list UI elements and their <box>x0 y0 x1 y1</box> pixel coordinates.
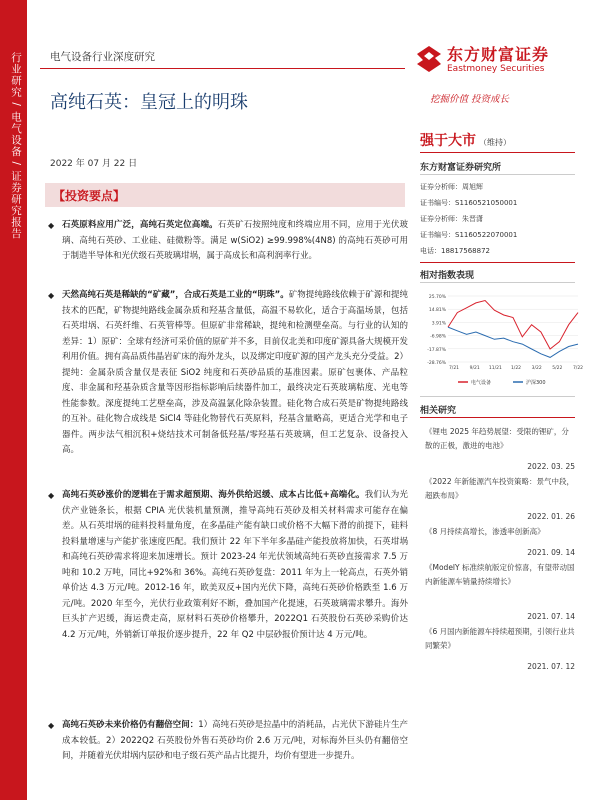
related-date: 2021. 07. 12 <box>527 662 575 671</box>
legend-label: 电气设备 <box>471 380 492 386</box>
summary-bullet <box>48 288 408 459</box>
x-tick-label: 7/22 <box>572 366 584 371</box>
x-tick-label: 9/21 <box>469 366 480 371</box>
bullet-text: 石英矿石按照纯度和终端应用不同，应用于光伏玻璃、高纯石英砂、工业硅、硅微粉等。满足 w(SiO2) ≥99.998%(4N8) 的高纯石英砂可用于制造半导体和光伏级石英玻璃坩埚，属于高成长和高利润率行业。 <box>62 220 408 261</box>
summary-heading-box <box>45 183 405 207</box>
summary-bullet <box>48 488 408 643</box>
related-date: 2022. 01. 26 <box>527 512 575 521</box>
page-title: 高纯石英：皇冠上的明珠 <box>50 92 248 113</box>
x-tick-label: 11/21 <box>488 366 502 371</box>
related-item[interactable]: 《6 月国内新能源车持续超预期，引领行业共同繁荣》 <box>425 627 575 650</box>
related-item[interactable]: 《锂电 2025 年趋势展望：受限的锂矿，分散的正极，激进的电池》 <box>425 427 569 450</box>
y-tick-label: 25.70% <box>428 295 446 300</box>
header-divider <box>40 68 405 69</box>
logo-mark-icon <box>415 44 443 74</box>
slogan: 挖掘价值 投资成长 <box>430 94 510 105</box>
related-item[interactable]: 《2022 年新能源汽车投资策略：景气中段，超跌布局》 <box>425 477 574 500</box>
analyst-line: 证书编号：S1160521050001 <box>420 199 518 207</box>
divider <box>420 417 575 418</box>
institute-title: 东方财富证券研究所 <box>420 163 502 173</box>
related-date: 2022. 03. 25 <box>527 462 575 471</box>
sidebar-label: 行业研究 / 电气设备 / 证券研究报告 <box>10 52 22 240</box>
company-logo <box>415 42 575 86</box>
chart-title: 相对指数表现 <box>420 271 475 281</box>
related-date: 2021. 07. 14 <box>527 612 575 621</box>
analyst-line: 电话：18817568872 <box>420 247 490 255</box>
divider <box>420 152 575 153</box>
logo-cn: 东方财富证券 <box>447 45 550 64</box>
divider <box>420 174 575 175</box>
related-title: 相关研究 <box>420 406 457 416</box>
report-date: 2022 年 07 月 22 日 <box>50 159 138 169</box>
related-date: 2021. 09. 14 <box>527 548 575 557</box>
x-tick-label: 1/22 <box>510 366 522 371</box>
y-tick-label: 14.81% <box>428 308 446 314</box>
bullet-text: 矿物提纯路线依赖于矿源和提纯技术的匹配，矿物提纯路线金属杂质和羟基含量低，高温不易软化，适合于高温场景，包括石英坩埚、石英纤维、石英管棒等。但原矿非常稀缺，提纯和检测壁垒高。与行业的认知的差异：1）原矿：全球有经济可采价值的原矿并不多，目前仅北美和印度矿源具备大规模开发利用价值。拥有高品质伟晶岩矿床的海外龙头，以及绑定印度矿源的国产龙头充分受益。2）提纯：金属杂质含量仅是表征 SiO2 纯度和石英砂品质的基准因素。原矿包裹体、产品粒度、非金属和羟基杂质含量等因形指标影响后续器件加工，最终决定石英玻璃粘度、光电等性能参数。深度提纯工艺壁垒高，涉及高温氯化除杂装置。硅化物合成石英是矿物提纯路线的互补。硅化物合成线是 SiCl4 等硅化物替代石英原料，羟基含量略高，更适合光学和电子器件。两步法气相沉积+烧结技术可制备低羟基/零羟基石英玻璃，但工艺复杂、设备投入高。 <box>62 290 408 455</box>
y-tick-label: -6.98% <box>430 334 446 340</box>
report-category: 电气设备行业深度研究 <box>50 51 155 63</box>
bullet-text: 我们认为光伏产业链条长，根据 CPIA 光伏装机量预测，推导高纯石英砂及相关材料需求可能存在偏差。从石英坩埚的硅料投料量角度，在多晶硅产能有缺口或价格不大幅下滑的前提下，硅料投料量增速与产能扩张速度匹配。我们预计 22 年下半年多晶硅产能投放将加快，石英坩埚和高纯石英砂需求将迎来加速增长。预计 2023-24 年光伏领域高纯石英砂直接需求 7.5 万吨和 10.2 万吨，同比+92%和 36%。高纯石英砂复盘：2011 年为上一轮高点，石英外销单价达 4.3 万元/吨。2012-16 年，欧美双反+国内光伏下降，高纯石英砂价格跌至 1.6 万元/吨。2020 年至今，光伏行业政策利好不断，叠加国产化提速，石英玻璃需求攀升。海外巨头扩产迟缓，海运费走高，原材料石英砂价格攀升，2022Q1 石英股份石英砂采购价达 4.2 万元/吨，外销新订单报价逐步提升，22 年 Q2 中层砂报价预计达 4 万元/吨。 <box>62 490 408 640</box>
diamond-bullet-icon: ◆ <box>48 721 55 730</box>
analyst-line: 证券分析师：朱晋潇 <box>420 215 483 223</box>
sidebar <box>0 0 27 800</box>
relative-index-chart <box>420 290 584 390</box>
diamond-bullet-icon: ◆ <box>48 491 55 500</box>
summary-bullet <box>48 218 408 265</box>
diamond-bullet-icon: ◆ <box>48 291 55 300</box>
y-tick-label: -17.87% <box>427 347 446 353</box>
analyst-line: 证券分析师：周旭辉 <box>420 183 483 191</box>
divider <box>420 396 575 397</box>
x-tick-label: 3/22 <box>531 366 542 371</box>
related-item[interactable]: 《ModelY 标准续航版定价惊喜，有望带动国内新能源车销量持续增长》 <box>425 563 575 586</box>
logo-en: Eastmoney Securities <box>447 64 545 74</box>
x-tick-label: 7/21 <box>448 366 460 371</box>
summary-bullet <box>48 718 408 765</box>
legend-label: 沪深300 <box>526 380 546 386</box>
bullet-bold: 高纯石英砂未来价格仍有翻倍空间： <box>62 720 199 730</box>
divider <box>420 282 575 283</box>
rating-note: （维持） <box>479 138 511 147</box>
bullet-bold: 高纯石英砂涨价的逻辑在于需求超预期、海外供给迟缓、成本占比低+高端化。 <box>62 490 365 500</box>
rating <box>420 130 511 150</box>
rating-value: 强于大市 <box>420 133 476 149</box>
analyst-line: 证书编号：S1160522070001 <box>420 231 518 239</box>
y-tick-label: 3.91% <box>431 321 446 327</box>
divider <box>420 262 575 263</box>
summary-heading: 【投资要点】 <box>53 189 126 203</box>
bullet-bold: 天然高纯石英是稀缺的“矿藏”，合成石英是工业的“明珠”。 <box>62 290 289 300</box>
bullet-text: 1）高纯石英砂是拉晶中的消耗品，占光伏下游硅片生产成本较低。2）2022Q2 石英股份外售石英砂均价 2.6 万元/吨，对标海外巨头仍有翻倍空间，并随着光伏坩埚内层砂和电子级石英产品占比提升，均价有望进一步提升。 <box>62 720 408 761</box>
diamond-bullet-icon: ◆ <box>48 221 55 230</box>
related-item[interactable]: 《8 月持续高增长，渗透率创新高》 <box>425 527 545 536</box>
x-tick-label: 5/22 <box>552 366 563 371</box>
y-tick-label: -28.76% <box>427 361 446 366</box>
bullet-bold: 石英原料应用广泛，高纯石英定位高端。 <box>62 220 218 230</box>
